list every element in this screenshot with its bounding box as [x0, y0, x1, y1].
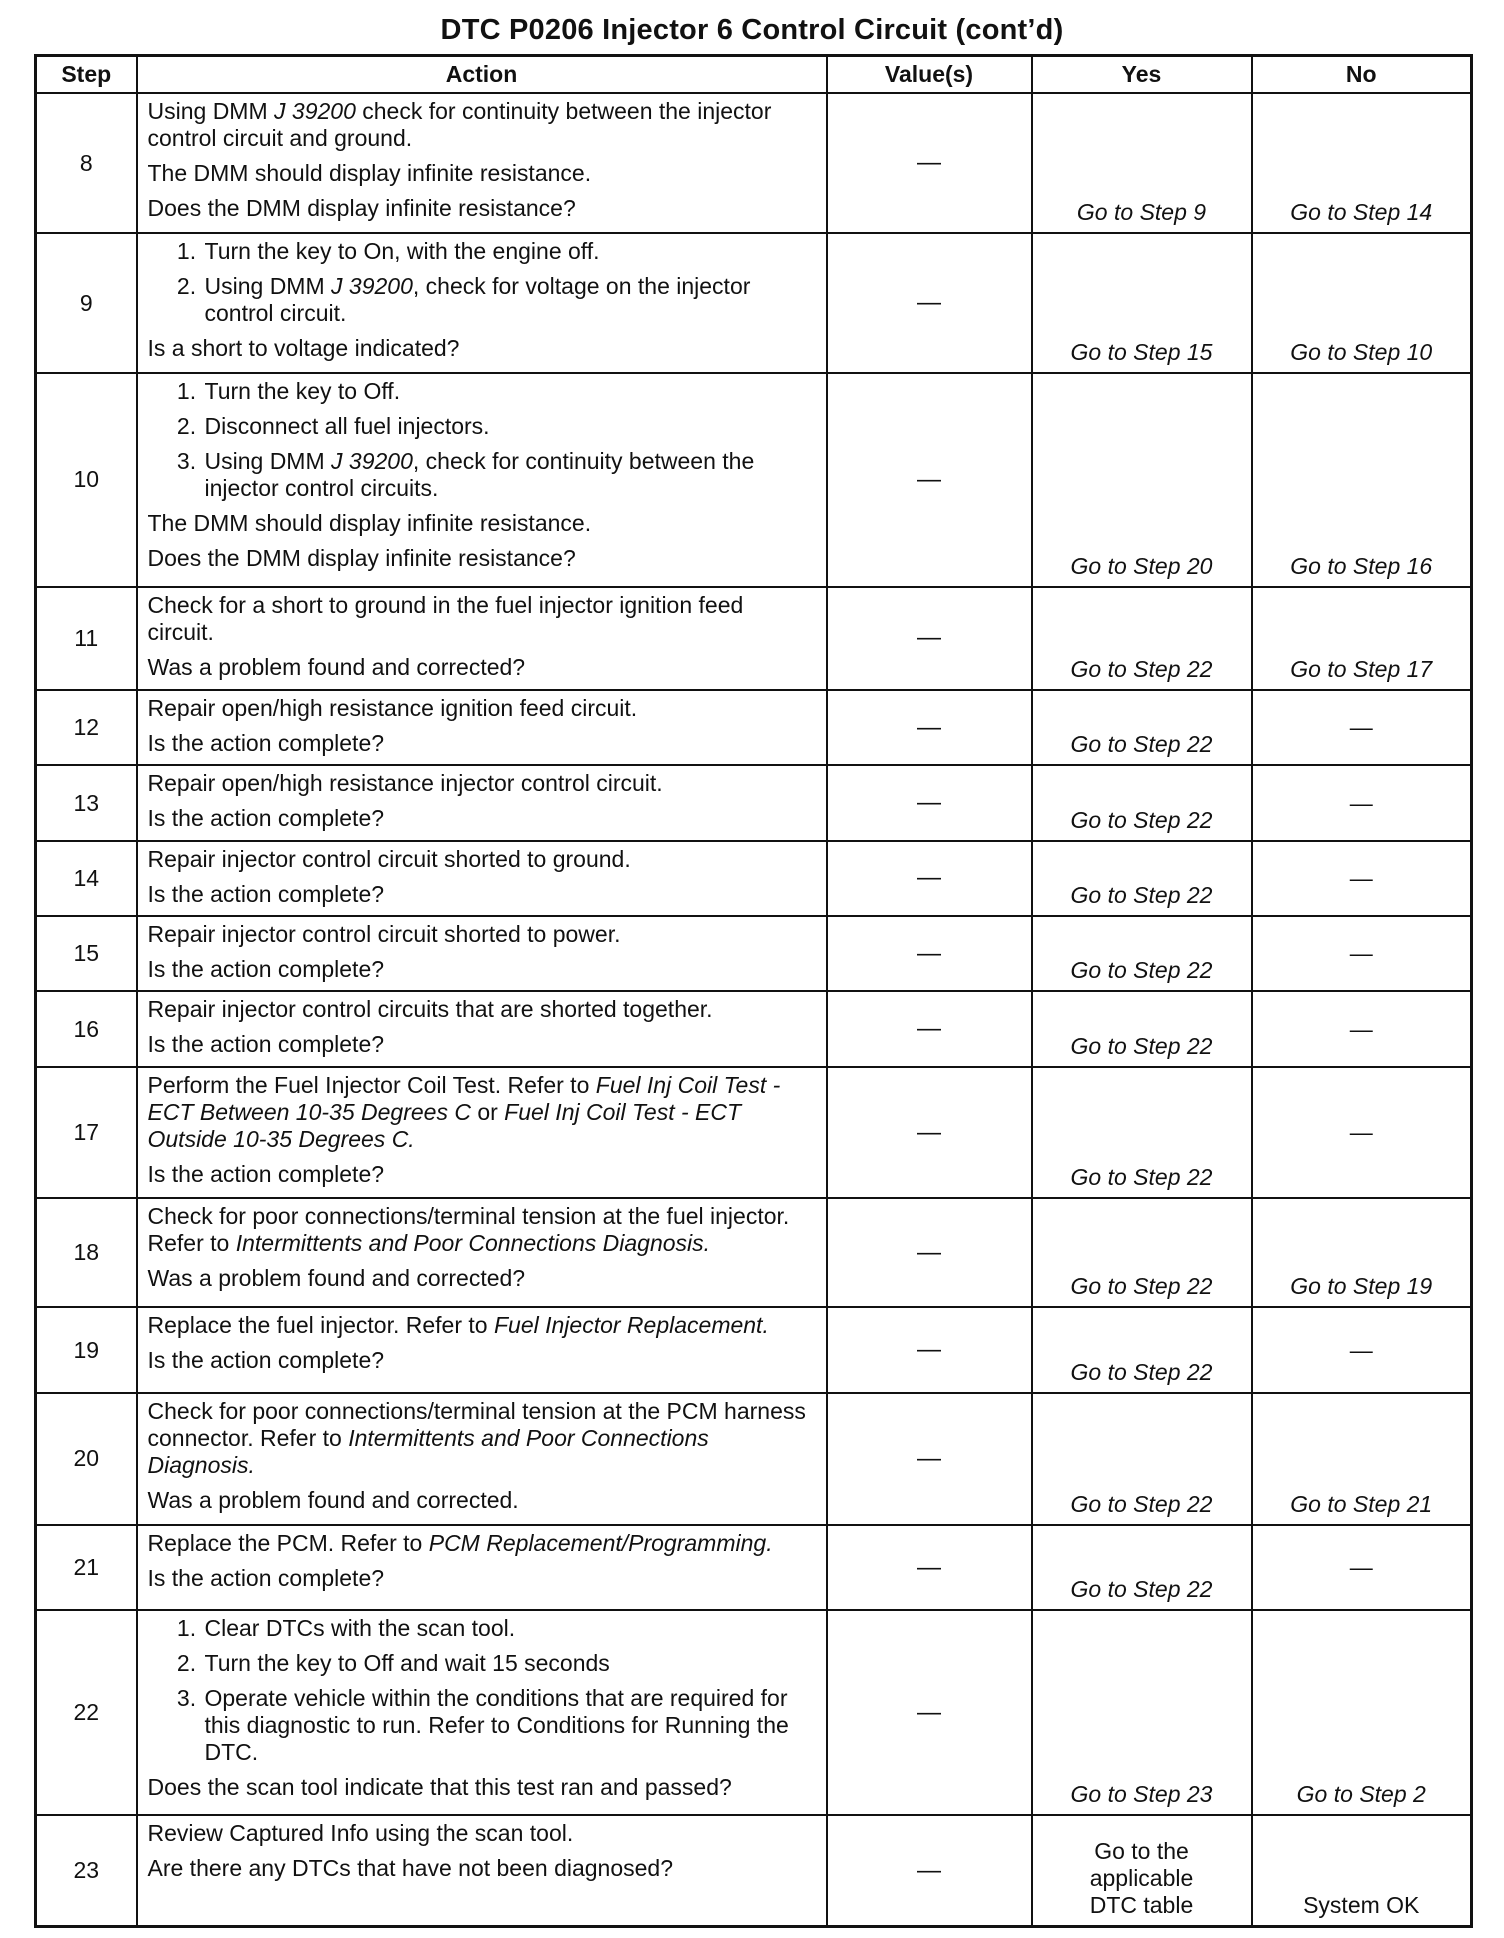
- action-cell: [137, 1393, 827, 1525]
- yes-cell: Go to Step 23: [1032, 1610, 1252, 1815]
- text-run: Does the scan tool indicate that this test ran and passed?: [147, 1774, 732, 1801]
- table-row: [36, 1307, 1472, 1393]
- value-cell: —: [827, 841, 1032, 916]
- action-paragraph: [148, 195, 816, 222]
- text-run: Is the action complete?: [147, 1347, 385, 1374]
- reference-text: J 39200: [331, 273, 413, 300]
- value-cell: —: [827, 373, 1032, 586]
- text-run: The DMM should display infinite resistance.: [147, 160, 592, 186]
- text-run: Disconnect all fuel injectors.: [204, 413, 490, 440]
- action-paragraph: [148, 956, 816, 983]
- header-values: Value(s): [827, 56, 1032, 94]
- value-cell: —: [827, 93, 1032, 233]
- table-row: [36, 1393, 1472, 1525]
- action-paragraph: [148, 1855, 816, 1882]
- yes-cell: Go to Step 22: [1032, 991, 1252, 1066]
- yes-cell: Go to Step 20: [1032, 373, 1252, 586]
- yes-cell: Go to Step 22: [1032, 1525, 1252, 1611]
- header-action: Action: [137, 56, 827, 94]
- no-cell: System OK: [1252, 1815, 1472, 1926]
- text-run: Repair injector control circuit shorted to ground.: [147, 845, 631, 872]
- text-run: Turn the key to On, with the engine off.: [204, 238, 600, 265]
- step-number: 17: [36, 1067, 137, 1199]
- header-yes: Yes: [1032, 56, 1252, 94]
- value-cell: —: [827, 765, 1032, 840]
- value-cell: —: [827, 991, 1032, 1066]
- action-cell: [137, 1198, 827, 1307]
- action-paragraph: [148, 98, 816, 152]
- action-paragraph: [148, 1265, 816, 1292]
- value-cell: —: [827, 690, 1032, 765]
- action-cell: [137, 233, 827, 373]
- header-no: No: [1252, 56, 1472, 94]
- action-paragraph: [148, 770, 816, 797]
- table-row: [36, 587, 1472, 691]
- yes-cell: Go to the applicable DTC table: [1032, 1815, 1252, 1926]
- text-run: Is the action complete?: [147, 730, 385, 757]
- table-row: [36, 1198, 1472, 1307]
- action-paragraph: [148, 1530, 816, 1557]
- action-cell: [137, 916, 827, 991]
- table-row: [36, 690, 1472, 765]
- yes-cell: Go to Step 22: [1032, 1393, 1252, 1525]
- action-paragraph: [148, 545, 816, 572]
- text-run: Is the action complete?: [147, 880, 385, 907]
- no-cell: —: [1252, 991, 1472, 1066]
- table-row: [36, 916, 1472, 991]
- step-number: 16: [36, 991, 137, 1066]
- action-paragraph: [148, 996, 816, 1023]
- action-steps-list: [148, 378, 816, 502]
- step-number: 20: [36, 1393, 137, 1525]
- action-cell: [137, 93, 827, 233]
- reference-text: Fuel Inj Coil Test - ECT Outside 10-35 Degrees C.: [147, 1098, 742, 1152]
- no-cell: Go to Step 17: [1252, 587, 1472, 691]
- text-run: Turn the key to Off.: [204, 378, 401, 405]
- diagnostic-table: [34, 54, 1473, 1928]
- action-step-item: [203, 273, 816, 327]
- text-run: Check for a short to ground in the fuel injector ignition feed circuit.: [147, 591, 744, 645]
- action-paragraph: [148, 1774, 816, 1801]
- text-run: Check for poor connections/terminal tension at the fuel injector. Refer to: [147, 1203, 790, 1257]
- reference-text: J 39200: [331, 448, 413, 475]
- action-paragraph: [148, 1161, 816, 1188]
- text-run: Are there any DTCs that have not been diagnosed?: [147, 1855, 674, 1882]
- text-run: Check for poor connections/terminal tension at the PCM harness connector. Refer to: [147, 1397, 806, 1451]
- action-cell: [137, 1525, 827, 1611]
- no-cell: Go to Step 19: [1252, 1198, 1472, 1307]
- action-paragraph: [148, 1347, 816, 1374]
- value-cell: —: [827, 1815, 1032, 1926]
- no-cell: —: [1252, 1525, 1472, 1611]
- table-row: [36, 841, 1472, 916]
- text-run: Is the action complete?: [147, 1160, 385, 1187]
- action-step-item: [203, 1615, 816, 1642]
- action-paragraph: [148, 335, 816, 362]
- action-paragraph: [148, 1487, 816, 1514]
- no-cell: Go to Step 16: [1252, 373, 1472, 586]
- table-body: [36, 93, 1472, 1927]
- yes-cell: Go to Step 15: [1032, 233, 1252, 373]
- text-run: Repair open/high resistance injector control circuit.: [147, 770, 663, 797]
- step-number: 22: [36, 1610, 137, 1815]
- step-number: 11: [36, 587, 137, 691]
- page-title: DTC P0206 Injector 6 Control Circuit (cont’d): [440, 14, 1064, 46]
- action-steps-list: [148, 238, 816, 327]
- action-step-item: [203, 413, 816, 440]
- table-row: [36, 1815, 1472, 1926]
- action-paragraph: [148, 846, 816, 873]
- reference-text: Fuel Inj Coil Test - ECT Between 10-35 Degrees C: [147, 1071, 781, 1125]
- header-step: Step: [36, 56, 137, 94]
- action-step-item: [203, 378, 816, 405]
- action-cell: [137, 991, 827, 1066]
- yes-cell: Go to Step 22: [1032, 916, 1252, 991]
- action-paragraph: [148, 1203, 816, 1257]
- action-cell: [137, 587, 827, 691]
- value-cell: —: [827, 1198, 1032, 1307]
- table-row: [36, 373, 1472, 586]
- text-run: Turn the key to Off and wait 15 seconds: [204, 1650, 610, 1677]
- action-step-item: [203, 1650, 816, 1677]
- action-paragraph: [148, 921, 816, 948]
- step-number: 18: [36, 1198, 137, 1307]
- no-cell: Go to Step 10: [1252, 233, 1472, 373]
- text-run: Is the action complete?: [147, 1031, 385, 1058]
- text-run: Repair injector control circuits that are shorted together.: [147, 996, 713, 1023]
- text-run: Operate vehicle within the conditions that are required for this diagnostic to run. Refer to Conditions for Running the DTC.: [204, 1685, 789, 1766]
- text-run: Repair injector control circuit shorted to power.: [147, 921, 621, 948]
- action-cell: [137, 690, 827, 765]
- action-step-item: [203, 448, 816, 502]
- table-row: [36, 1610, 1472, 1815]
- action-paragraph: [148, 730, 816, 757]
- action-paragraph: [148, 695, 816, 722]
- no-cell: Go to Step 14: [1252, 93, 1472, 233]
- table-row: [36, 1067, 1472, 1199]
- reference-text: Intermittents and Poor Connections Diagnosis.: [235, 1230, 711, 1257]
- step-number: 23: [36, 1815, 137, 1926]
- yes-cell: Go to Step 22: [1032, 1307, 1252, 1393]
- text-run: Repair open/high resistance ignition feed circuit.: [147, 695, 638, 722]
- text-run: Does the DMM display infinite resistance?: [147, 545, 576, 572]
- action-cell: [137, 1307, 827, 1393]
- text-run: Was a problem found and corrected.: [147, 1486, 519, 1513]
- no-cell: —: [1252, 765, 1472, 840]
- no-cell: Go to Step 2: [1252, 1610, 1472, 1815]
- text-run: Using DMM: [147, 98, 275, 124]
- action-paragraph: [148, 1820, 816, 1847]
- text-run: Is the action complete?: [147, 1564, 385, 1591]
- table-row: [36, 233, 1472, 373]
- no-cell: —: [1252, 841, 1472, 916]
- value-cell: —: [827, 1393, 1032, 1525]
- action-paragraph: [148, 160, 816, 187]
- yes-cell: Go to Step 22: [1032, 765, 1252, 840]
- value-cell: —: [827, 916, 1032, 991]
- text-run: , check for voltage on the injector control circuit.: [204, 273, 751, 327]
- yes-cell: Go to Step 22: [1032, 841, 1252, 916]
- action-paragraph: [148, 1398, 816, 1479]
- yes-cell: Go to Step 22: [1032, 690, 1252, 765]
- yes-cell: Go to Step 22: [1032, 1198, 1252, 1307]
- no-cell: —: [1252, 690, 1472, 765]
- text-run: Does the DMM display infinite resistance?: [147, 195, 576, 221]
- action-cell: [137, 765, 827, 840]
- value-cell: —: [827, 1307, 1032, 1393]
- step-number: 13: [36, 765, 137, 840]
- reference-text: PCM Replacement/Programming.: [428, 1529, 773, 1556]
- text-run: Using DMM: [204, 448, 332, 475]
- action-paragraph: [148, 805, 816, 832]
- reference-text: Fuel Injector Replacement.: [493, 1312, 769, 1339]
- text-run: Replace the PCM. Refer to: [147, 1529, 429, 1556]
- table-row: [36, 93, 1472, 233]
- reference-text: J 39200: [274, 98, 356, 124]
- step-number: 14: [36, 841, 137, 916]
- value-cell: —: [827, 1067, 1032, 1199]
- text-run: Is a short to voltage indicated?: [147, 335, 460, 362]
- action-cell: [137, 1067, 827, 1199]
- header-row: [36, 56, 1472, 94]
- action-cell: [137, 1610, 827, 1815]
- text-run: Replace the fuel injector. Refer to: [147, 1312, 494, 1339]
- no-cell: —: [1252, 1307, 1472, 1393]
- value-cell: —: [827, 1525, 1032, 1611]
- text-run: Is the action complete?: [147, 956, 385, 983]
- step-number: 21: [36, 1525, 137, 1611]
- action-paragraph: [148, 592, 816, 646]
- action-paragraph: [148, 654, 816, 681]
- value-cell: —: [827, 233, 1032, 373]
- step-number: 8: [36, 93, 137, 233]
- action-paragraph: [148, 510, 816, 537]
- action-paragraph: [148, 1031, 816, 1058]
- action-cell: [137, 841, 827, 916]
- yes-cell: Go to Step 22: [1032, 1067, 1252, 1199]
- reference-text: Intermittents and Poor Connections Diagnosis.: [147, 1424, 709, 1478]
- table-row: [36, 991, 1472, 1066]
- text-run: Clear DTCs with the scan tool.: [204, 1615, 516, 1642]
- value-cell: —: [827, 587, 1032, 691]
- step-number: 10: [36, 373, 137, 586]
- action-paragraph: [148, 1072, 816, 1153]
- action-steps-list: [148, 1615, 816, 1766]
- text-run: Perform the Fuel Injector Coil Test. Refer to: [147, 1071, 596, 1098]
- text-run: Was a problem found and corrected?: [147, 1265, 526, 1292]
- text-run: Review Captured Info using the scan tool.: [147, 1820, 574, 1847]
- action-step-item: [203, 238, 816, 265]
- text-run: Using DMM: [204, 273, 332, 300]
- yes-cell: Go to Step 22: [1032, 587, 1252, 691]
- text-run: check for continuity between the injector control circuit and ground.: [147, 98, 772, 151]
- table-row: [36, 765, 1472, 840]
- text-run: Was a problem found and corrected?: [147, 653, 526, 680]
- no-cell: Go to Step 21: [1252, 1393, 1472, 1525]
- yes-cell: Go to Step 9: [1032, 93, 1252, 233]
- no-cell: —: [1252, 916, 1472, 991]
- step-number: 12: [36, 690, 137, 765]
- action-paragraph: [148, 881, 816, 908]
- text-run: Is the action complete?: [147, 805, 385, 832]
- action-cell: [137, 1815, 827, 1926]
- text-run: , check for continuity between the injector control circuits.: [204, 448, 755, 502]
- table-row: [36, 1525, 1472, 1611]
- step-number: 19: [36, 1307, 137, 1393]
- step-number: 9: [36, 233, 137, 373]
- action-paragraph: [148, 1312, 816, 1339]
- action-paragraph: [148, 1565, 816, 1592]
- text-run: or: [470, 1098, 505, 1125]
- no-cell: —: [1252, 1067, 1472, 1199]
- action-cell: [137, 373, 827, 586]
- value-cell: —: [827, 1610, 1032, 1815]
- step-number: 15: [36, 916, 137, 991]
- action-step-item: [203, 1685, 816, 1766]
- text-run: The DMM should display infinite resistance.: [147, 510, 592, 537]
